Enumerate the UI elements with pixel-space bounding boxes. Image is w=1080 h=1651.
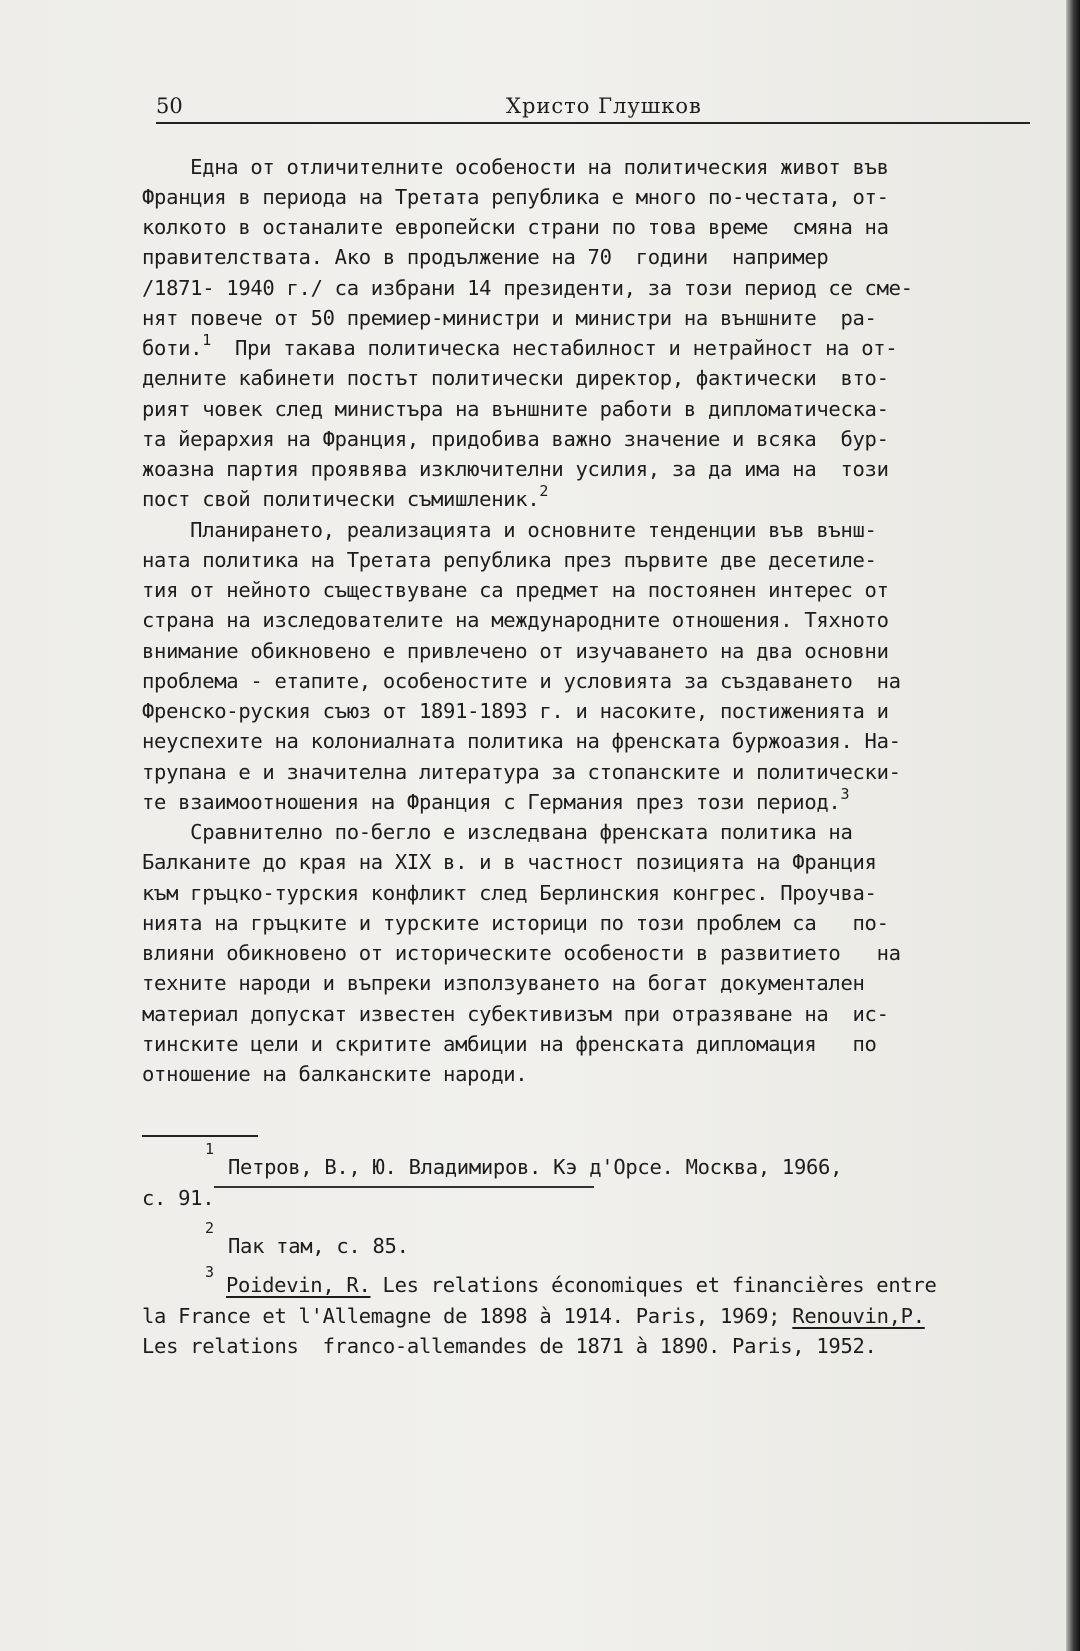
- body-line: /1871- 1940 г./ са избрани 14 президенти, за този период се сме-: [142, 276, 913, 300]
- body-line: делните кабинети постът политически директор, фактически вто-: [142, 366, 889, 390]
- footnote-ref-2: 2: [539, 482, 549, 500]
- footnote-1-text: Петров, В., Ю. Владимиров. Кэ д'Орсе. Москва, 1966,: [228, 1155, 843, 1179]
- footnote-1-continuation: с. 91.: [142, 1186, 215, 1210]
- footnote-3-line-1: [226, 1270, 1030, 1300]
- body-line: тия от нейното съществуване са предмет на постоянен интерес от: [142, 578, 889, 602]
- body-line: тинските цели и скритите амбиции на френската дипломация по: [142, 1032, 877, 1056]
- body-line: та йерархия на Франция, придобива важно значение и всяка бур-: [142, 427, 889, 451]
- footnote-3-line-3: Les relations franco-allemandes de 1871 à 1890. Paris, 1952.: [142, 1334, 877, 1358]
- body-line: материал допускат известен субективизъм при отразяване на ис-: [142, 1002, 889, 1026]
- page-header: [156, 92, 1030, 124]
- footnote-mark-2: 2: [205, 1219, 215, 1237]
- body-line: Балканите до края на XIX в. и в частност позицията на Франция: [142, 850, 877, 874]
- footnote-mark-1: 1: [205, 1140, 215, 1158]
- body-line: колкото в останалите европейски страни по това време смяна на: [142, 215, 889, 239]
- body-line: Една от отличителните особености на политическия живот във: [142, 155, 889, 179]
- footnote-2-text: Пак там, с. 85.: [228, 1234, 409, 1258]
- line-text: боти.: [142, 336, 203, 360]
- line-text: При такава политическа нестабилност и нетрайност на от-: [210, 336, 898, 360]
- body-line: проблема - етапите, особеностите и условията за създаването на: [142, 669, 901, 693]
- body-line: ната политика на Третата република през първите две десетиле-: [142, 548, 877, 572]
- body-line: вниманиe обикновено е привлечено от изучаването на два основни: [142, 639, 889, 663]
- footnote-ref-1: 1: [202, 331, 211, 349]
- body-line: жоазна партия проявява изключителни усилия, за да има на този: [142, 457, 889, 481]
- body-line: Сравнително по-бегло е изследвана френската политика на: [142, 820, 853, 844]
- body-line: влияни обикновено от историческите особености в развитието на: [142, 941, 901, 965]
- footnote-underline: [214, 1186, 594, 1188]
- footnote-ref-3: 3: [840, 785, 850, 803]
- body-line: [142, 484, 1030, 514]
- body-line: Планирането, реализацията и основните тенденции във външ-: [142, 518, 877, 542]
- page-number: 50: [156, 94, 183, 118]
- body-line: към гръцко-турския конфликт след Берлинския конгрес. Проучва-: [142, 881, 877, 905]
- body-line: [142, 787, 1030, 817]
- footnote-3-text: la France et l'Allemagne de 1898 à 1914. Paris, 1969;: [142, 1304, 793, 1328]
- body-line: техните народи и въпреки използуването на богат документален: [142, 971, 865, 995]
- footnote-3-text: Les relations économiques et financières entre: [370, 1273, 937, 1297]
- body-line: страна на изследователите на международните отношения. Тяхното: [142, 608, 889, 632]
- footnote-separator: [142, 1135, 258, 1137]
- body-line: нията на гръцките и турските историци по този проблем са по-: [142, 911, 889, 935]
- body-line: неуспехите на колониалната политика на френската буржоазия. На-: [142, 729, 901, 753]
- footnote-mark-3: 3: [205, 1263, 215, 1281]
- line-text: пост свой политически съмишленик.: [142, 487, 540, 511]
- footnote-3-author-2: Renouvin,P.: [792, 1304, 925, 1328]
- body-line: нят повече от 50 премиер-министри и министри на външните ра-: [142, 306, 877, 330]
- body-line: [142, 333, 1030, 363]
- running-head: Христо Глушков: [506, 94, 702, 118]
- body-line: Френско-руския съюз от 1891-1893 г. и насоките, постиженията и: [142, 699, 889, 723]
- body-line: трупана е и значителна литература за стопанските и политически-: [142, 760, 901, 784]
- body-line: Франция в периода на Третата република е много по-честата, от-: [142, 185, 889, 209]
- body-line: правителствата. Ако в продължение на 70 години например: [142, 245, 829, 269]
- book-spine-shadow: [1066, 0, 1080, 1651]
- body-line: отношение на балканските народи.: [142, 1062, 528, 1086]
- footnote-3-author-1: Poidevin, R.: [226, 1273, 371, 1297]
- line-text: те взаимоотношения на Франция с Германия през този период.: [142, 790, 841, 814]
- footnote-3-line-2: [142, 1301, 1030, 1331]
- body-line: рият човек след министъра на външните работи в дипломатическа-: [142, 397, 889, 421]
